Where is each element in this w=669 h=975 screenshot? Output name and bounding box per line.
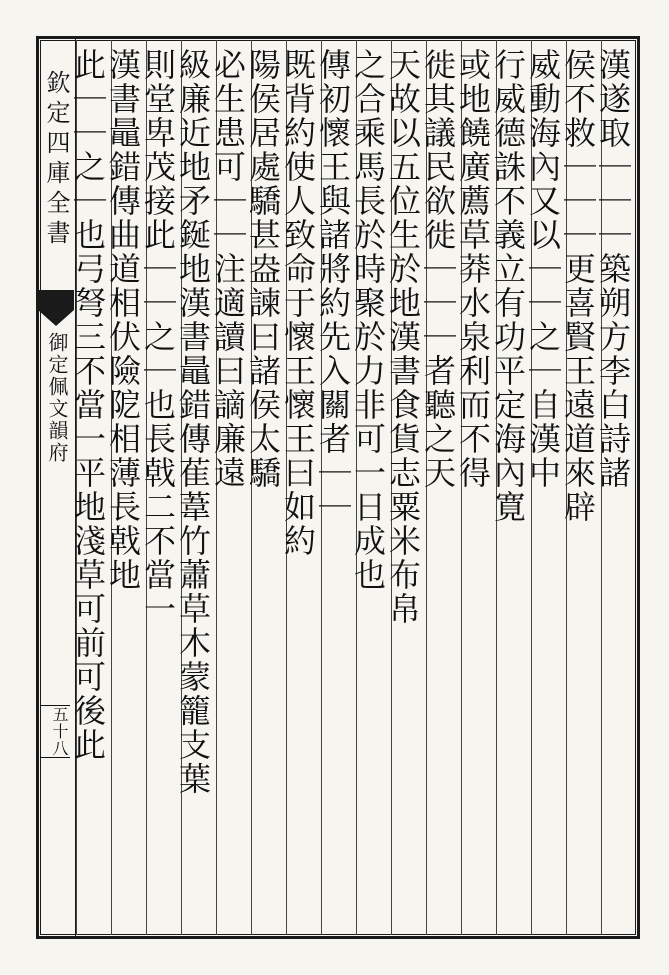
folio-number: 五十八 bbox=[40, 705, 70, 758]
text-column: 天故以五位生於地漢書食貨志粟米布帛 bbox=[384, 48, 422, 626]
text-column: 則堂卑茂接此｜｜之｜也長戟二不當一 bbox=[139, 48, 177, 626]
text-column: 徙其議民欲徙｜｜｜者聽之天 bbox=[419, 48, 457, 490]
text-column: 漢書鼂錯傳曲道相伏險阸相薄長戟地 bbox=[104, 48, 142, 592]
text-column: 行威德誅不義立有功平定海內寛 bbox=[489, 48, 527, 524]
collection-title: 欽定四庫全書 bbox=[42, 70, 70, 250]
text-column: 之合乘馬長於時聚於力非可一日成也 bbox=[349, 48, 387, 592]
text-column: 威動海內又以｜｜之｜自漢中 bbox=[524, 48, 562, 490]
text-column: 級廉近地矛鋋地漢書鼂錯傳萑葦竹蕭草木蒙籠支葉 bbox=[174, 48, 212, 796]
text-column: 此｜｜之｜也弓弩三不當一平地淺草可前可後此 bbox=[69, 48, 107, 762]
text-column: 侯不救｜｜｜更喜賢王遠道來辟 bbox=[559, 48, 597, 524]
text-column: 傳初懷王與諸將約先入關者｜｜ bbox=[314, 48, 352, 524]
text-column: 陽侯居處驕甚盎諫曰諸侯太驕 bbox=[244, 48, 282, 490]
text-column: 既背約使人致命于懷王懷王曰如約 bbox=[279, 48, 317, 558]
text-column: 或地饒廣薦草莽水泉利而不得 bbox=[454, 48, 492, 490]
text-column: 必生患可｜｜注適讀曰謫廉遠 bbox=[209, 48, 247, 490]
text-column: 漢遂取｜｜｜築朔方李白詩諸 bbox=[594, 48, 632, 490]
book-title: 御定佩文韻府 bbox=[45, 332, 69, 464]
